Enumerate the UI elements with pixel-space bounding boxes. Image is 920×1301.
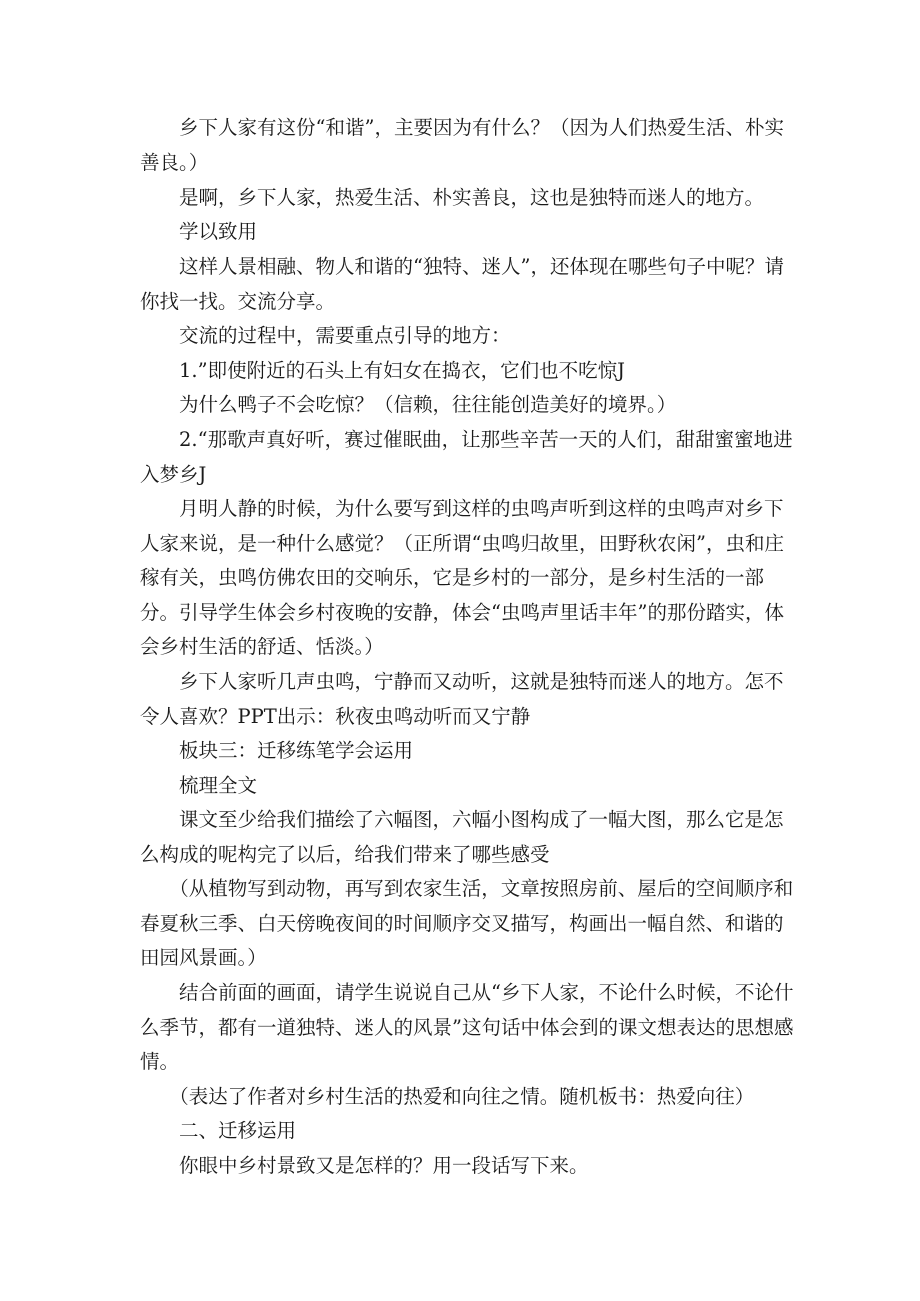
paragraph-13: （表达了作者对乡村生活的热爱和向往之情。随机板书：热爱向往） bbox=[140, 1085, 755, 1108]
paragraph-2: 是啊，乡下人家，热爱生活、朴实善良，这也是独特而迷人的地方。 bbox=[140, 186, 765, 209]
paragraph-8: 月明人静的时候，为什么要写到这样的虫鸣声听到这样的虫鸣声对乡下人家来说，是一种什么感觉？（正所谓“虫鸣归故里，田野秋农闲”，虫和庄稼有关，虫鸣仿佛农田的交响乐，它是乡村的一部分，是乡村生活的一部分。引导学生体会乡村夜晚的安静，体会“虫鸣声里话丰年”的那份踏实，体会乡村生活的舒适、恬淡。） bbox=[140, 497, 784, 658]
section-heading-apply: 学以致用 bbox=[140, 220, 258, 243]
paragraph-11: （从植物写到动物，再写到农家生活，文章按照房前、屋后的空间顺序和春夏秋三季、白天傍晚夜间的时间顺序交叉描写，构画出一幅自然、和谐的田园风景画。） bbox=[140, 877, 794, 969]
paragraph-9: 乡下人家听几声虫鸣，宁静而又动听，这就是独特而迷人的地方。怎不令人喜欢？PPT出示：秋夜虫鸣动听而又宁静 bbox=[140, 670, 784, 728]
paragraph-12: 结合前面的画面，请学生说说自己从“乡下人家，不论什么时候，不论什么季节，都有一道独特、迷人的风景”这句话中体会到的课文想表达的思想感情。 bbox=[140, 981, 794, 1073]
paragraph-3: 这样人景相融、物人和谐的“独特、迷人”，还体现在哪些句子中呢？请你找一找。交流分享。 bbox=[140, 255, 784, 313]
paragraph-14: 你眼中乡村景致又是怎样的？用一段话写下来。 bbox=[140, 1154, 589, 1177]
paragraph-1: 乡下人家有这份“和谐”，主要因为有什么？（因为人们热爱生活、朴实善良。） bbox=[140, 116, 784, 174]
section-heading-review: 梳理全文 bbox=[140, 774, 258, 797]
paragraph-7: 2.“那歌声真好听，赛过催眠曲，让那些辛苦一天的人们，甜甜蜜蜜地进入梦乡J bbox=[140, 428, 793, 486]
paragraph-10: 课文至少给我们描绘了六幅图，六幅小图构成了一幅大图，那么它是怎么构成的呢构完了以后，给我们带来了哪些感受 bbox=[140, 808, 784, 866]
section-heading-transfer: 二、迁移运用 bbox=[140, 1119, 297, 1142]
paragraph-5: 1.”即使附近的石头上有妇女在捣衣，它们也不吃惊J bbox=[140, 359, 625, 382]
paragraph-4: 交流的过程中，需要重点引导的地方： bbox=[140, 324, 511, 347]
section-heading-block-three: 板块三：迁移练笔学会运用 bbox=[140, 739, 414, 762]
paragraph-6: 为什么鸭子不会吃惊？（信赖，往往能创造美好的境界。） bbox=[140, 393, 677, 416]
